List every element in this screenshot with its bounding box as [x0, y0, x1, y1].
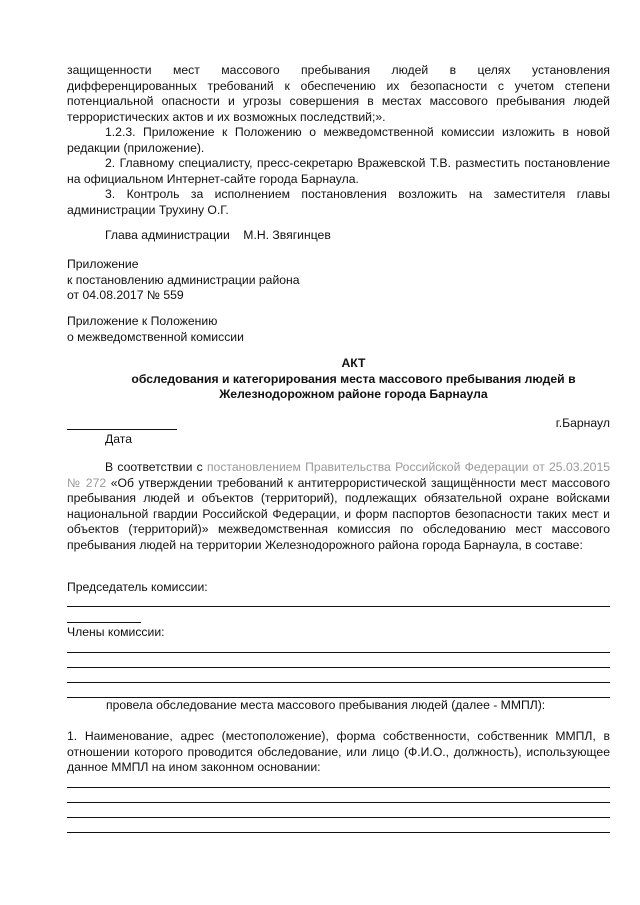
naming-line-3 [67, 817, 610, 818]
signature-line [105, 228, 505, 244]
appendix-to-regulation [67, 314, 467, 345]
members-line-3 [67, 682, 610, 683]
date-label: Дата [105, 432, 132, 446]
chairman-line [67, 606, 610, 607]
conducted-text: провела обследование места массового пребывания людей (далее - ММПЛ): [106, 698, 546, 712]
body-rest: «Об утверждении требований к антитеррористической защищённости мест массового пребывания людей и объектов (территорий), подлежащих обязательной охране войсками национальной гвардии Российской Федерации, и форм паспортов безопасности таких мест и объектов (территорий)» межведомственная комиссия по обследованию мест массового пребывания людей на территории Железнодорожного района города Барнаула, в составе: [67, 475, 610, 552]
appendix-header [67, 257, 467, 304]
members-label: Члены комиссии: [67, 625, 165, 639]
item-1-2-3-paragraph: 1.2.3. Приложение к Положению о межведомственной комиссии изложить в новой редакции (приложение). [67, 125, 610, 155]
body-lead: В соответствии с [105, 460, 207, 474]
naming-line-1 [67, 787, 610, 788]
naming-line-4 [67, 832, 610, 833]
item-3-paragraph: 3. Контроль за исполнением постановления возложить на заместителя главы администрации Трухину О.Г. [67, 187, 610, 217]
act-subtitle-line-1: обследования и категорирования места массового пребывания людей в [131, 371, 576, 386]
body-reference: постановлением Правительства Российской Федерации от 25.03.2015 № 272 [67, 460, 611, 490]
signature-name: М.Н. Звягинцев [243, 228, 331, 242]
act-subtitle-line-2: Железнодорожном районе города Барнаула [219, 387, 488, 402]
appendix-to-regulation-line-2: о межведомственной комиссии [67, 329, 244, 344]
body-paragraph [67, 460, 610, 554]
members-line-2 [67, 667, 610, 668]
signature-title: Глава администрации [105, 228, 230, 242]
members-line-1 [67, 652, 610, 653]
appendix-header-line-1: Приложение [67, 257, 139, 271]
city-label: г.Барнаул [555, 416, 610, 430]
date-blank-line [67, 429, 177, 430]
appendix-header-line-2: к постановлению администрации района [67, 272, 300, 287]
chairman-line-short [67, 622, 141, 623]
act-title: АКТ [341, 356, 366, 370]
act-heading [97, 356, 610, 403]
item-1-naming-paragraph: 1. Наименование, адрес (местоположение), форма собственности, собственник ММПЛ, в отношении которого проводится обследование, или лицо (Ф.И.О., должность), использующее данное ММПЛ на ином законном основании: [67, 729, 610, 775]
intro-paragraph: защищенности мест массового пребывания людей в целях установления дифференцированных требований к обеспечению их безопасности с учетом степени потенциальной опасности и угрозы совершения в местах массового пребывания людей террористических актов и их возможных последствий;». [67, 63, 610, 124]
item-2-paragraph: 2. Главному специалисту, пресс-секретарю Вражевской Т.В. разместить постановление на официальном Интернет-сайте города Барнаула. [67, 156, 610, 186]
naming-line-2 [67, 802, 610, 803]
appendix-to-regulation-line-1: Приложение к Положению [67, 314, 218, 328]
chairman-label: Председатель комиссии: [67, 580, 208, 594]
appendix-header-line-3: от 04.08.2017 № 559 [67, 288, 184, 303]
